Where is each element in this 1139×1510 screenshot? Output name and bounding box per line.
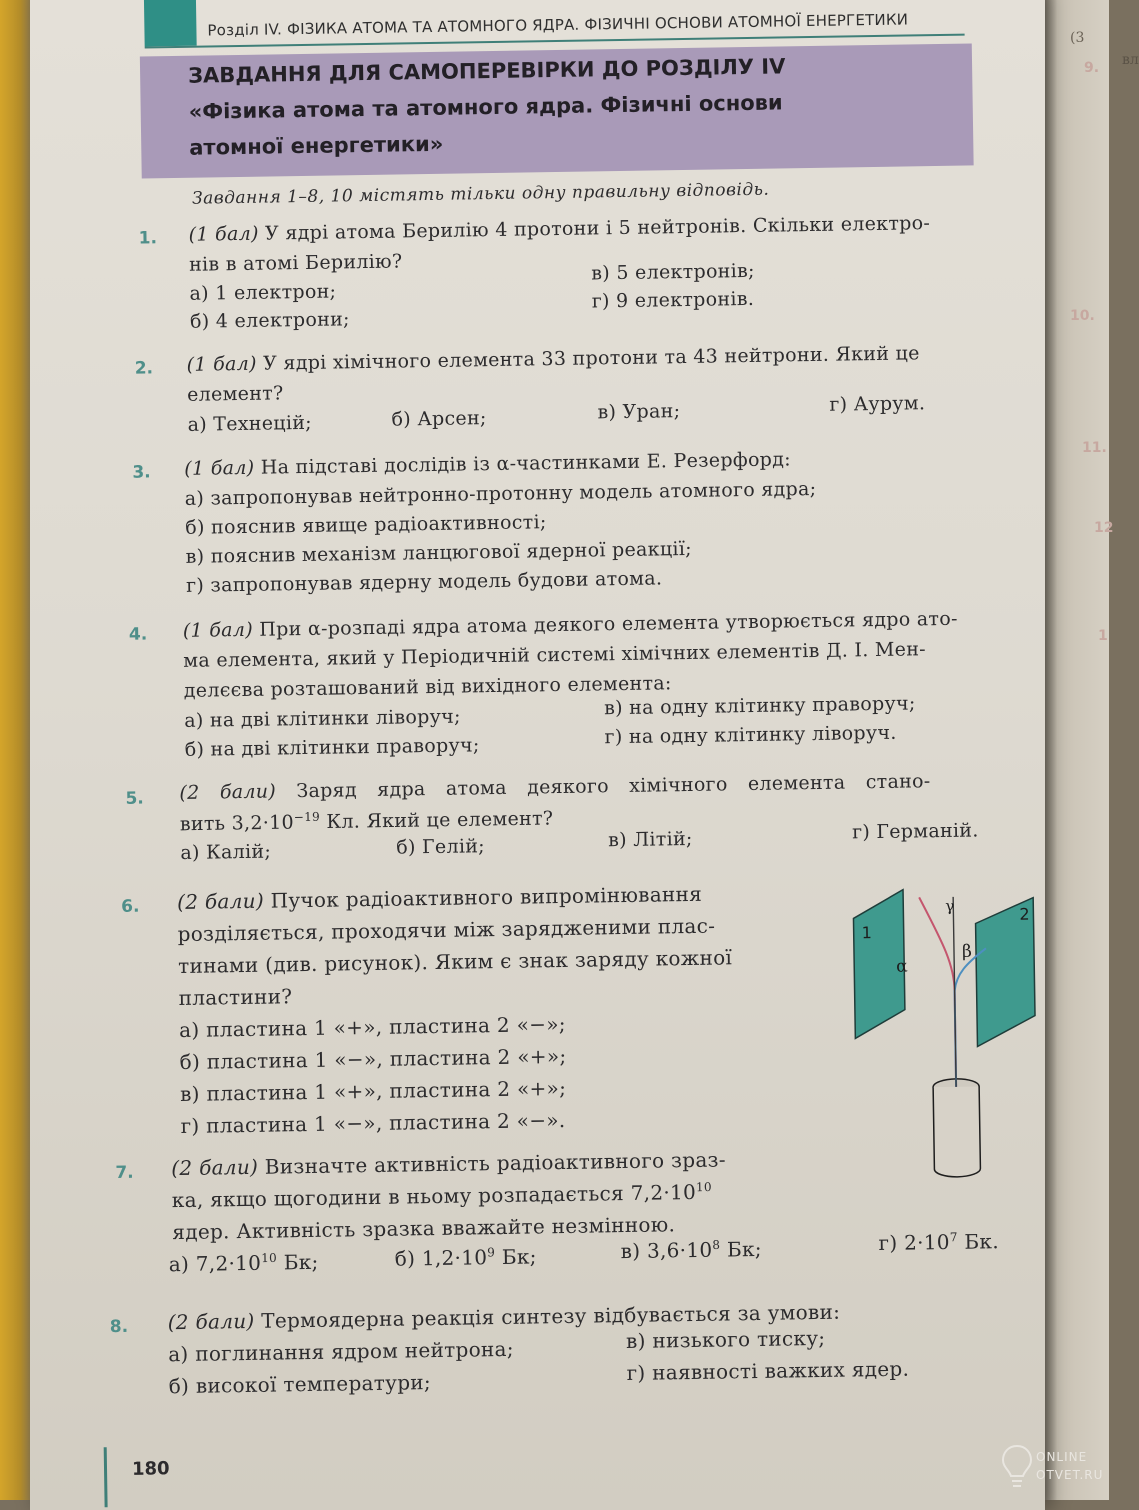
gamma-label: γ <box>945 896 955 915</box>
site-watermark <box>998 1440 1106 1496</box>
source-container <box>933 1086 980 1177</box>
points: (2 бали) <box>171 1154 259 1181</box>
banner-title: ЗАВДАННЯ ДЛЯ САМОПЕРЕВІРКИ ДО РОЗДІЛУ IV <box>187 54 786 88</box>
question-text <box>184 448 791 480</box>
question-text: тинами (див. рисунок). Яким є знак заряду кожної <box>177 945 733 979</box>
question-text-part: Пучок радіоактивного випромінювання <box>263 881 703 913</box>
question-text <box>171 1147 726 1180</box>
points: (1 бал) <box>188 222 259 246</box>
answer-option: в) на одну клітинку праворуч; <box>603 692 916 720</box>
question-text-part: У ядрі атома Берилію 4 протони і 5 нейтронів. Скільки електро- <box>258 212 931 245</box>
question-text <box>177 882 702 914</box>
question-text: нів в атомі Берилію? <box>188 250 403 276</box>
answer-option: г) 9 електронів. <box>591 287 755 313</box>
exponent: 7 <box>949 1230 958 1245</box>
answer-option: г) на одну клітинку ліворуч. <box>604 721 897 749</box>
question-text: ядер. Активність зразка вважайте незмінною. <box>172 1212 676 1245</box>
answer-option: в) 5 електронів; <box>591 259 755 285</box>
running-header: Розділ IV. ФІЗИКА АТОМА ТА АТОМНОГО ЯДРА. ФІЗИЧНІ ОСНОВИ АТОМНОЇ ЕНЕРГЕТИКИ <box>207 10 909 40</box>
alpha-ray <box>919 897 956 1088</box>
exponent: −19 <box>293 809 321 825</box>
question-number: 5. <box>125 788 144 809</box>
facing-page-mark: 10. <box>1070 308 1095 324</box>
answer-option <box>169 1250 319 1276</box>
answer-unit: Бк; <box>276 1249 319 1275</box>
radiation-deflection-figure <box>843 867 1048 1200</box>
answer-option: г) Аурум. <box>829 392 926 416</box>
question-text: делєєва розташований від вихідного елемента: <box>183 672 672 702</box>
answer-option: б) пластина 1 «−», пластина 2 «+»; <box>179 1043 567 1075</box>
question-number: 3. <box>132 462 151 483</box>
question-text-part: Термоядерна реакція синтезу відбувається за умови: <box>254 1299 841 1333</box>
answer-option: г) пластина 1 «−», пластина 2 «−». <box>180 1107 566 1139</box>
question-number: 2. <box>134 358 154 379</box>
points: (1 бал) <box>184 456 255 480</box>
gamma-ray <box>953 897 956 1087</box>
answer-option: а) 1 електрон; <box>189 280 337 305</box>
answer-unit: Бк; <box>720 1236 763 1262</box>
question-text <box>187 342 920 376</box>
question-text: розділяється, проходячи між зарядженими плас- <box>177 913 716 947</box>
lightbulb-icon <box>1000 1442 1034 1492</box>
exponent: 8 <box>712 1237 721 1253</box>
banner-subtitle: «Фізика атома та атомного ядра. Фізичні основи <box>188 90 783 124</box>
answer-option: б) високої температури; <box>168 1370 432 1399</box>
question-text <box>188 212 930 246</box>
answer-option: а) Калій; <box>180 840 272 864</box>
plate-1-label: 1 <box>861 923 873 943</box>
plate-2-label: 2 <box>1019 904 1030 924</box>
question-text: пластини? <box>178 984 293 1011</box>
exponent: 10 <box>261 1250 278 1266</box>
question-text-part: Визначте активність радіоактивного зраз- <box>257 1147 727 1179</box>
answer-option: б) на дві клітинки праворуч; <box>184 734 480 761</box>
answer-option: а) пластина 1 «+», пластина 2 «−»; <box>178 1011 566 1043</box>
answer-option <box>620 1237 762 1263</box>
question-text <box>172 1180 712 1212</box>
points: (1 бал) <box>182 618 254 642</box>
answer-option: а) на дві клітинки ліворуч; <box>184 705 461 732</box>
question-number: 7. <box>115 1162 134 1184</box>
charge-value: вить 3,2·10 <box>179 811 295 836</box>
answer-option: б) Гелій; <box>396 835 486 859</box>
answer-option: в) Літій; <box>608 827 693 852</box>
beta-label: β <box>961 941 972 962</box>
facing-page-mark: (3 <box>1070 30 1085 46</box>
exponent: 10 <box>695 1180 712 1195</box>
answer-value: б) 1,2·10 <box>394 1245 488 1271</box>
question-text: елемент? <box>186 382 284 406</box>
question-number: 8. <box>109 1316 129 1338</box>
question-text <box>179 770 930 804</box>
points: (2 бали) <box>167 1308 255 1335</box>
page-number: 180 <box>131 1458 170 1480</box>
answer-unit: Бк; <box>495 1244 537 1270</box>
banner-subtitle-end: атомної енергетики» <box>189 131 444 160</box>
question-text <box>183 608 958 642</box>
instructions: Завдання 1–8, 10 містять тільки одну правильну відповідь. <box>191 179 770 209</box>
answer-option: г) запропонував ядерну модель будови атома. <box>185 567 663 597</box>
answer-option: а) Технецій; <box>187 411 313 436</box>
answer-option: а) запропонував нейтронно-протонну модель атомного ядра; <box>184 477 817 510</box>
exponent: 9 <box>487 1245 496 1260</box>
page-number-rule <box>104 1447 108 1507</box>
answer-option: в) низького тиску; <box>625 1325 826 1354</box>
answer-value: а) 7,2·10 <box>168 1250 262 1277</box>
answer-option: в) пояснив механізм ланцюгової ядерної реакції; <box>185 537 693 568</box>
points: (2 бали) <box>179 780 277 804</box>
question-text-part: На підставі дослідів із α-частинками Е. Резерфорд: <box>254 448 792 479</box>
answer-option: в) Уран; <box>597 400 681 424</box>
answer-option: а) поглинання ядром нейтрона; <box>168 1336 515 1367</box>
facing-page-mark: вл <box>1122 52 1139 68</box>
answer-option: в) пластина 1 «+», пластина 2 «+»; <box>179 1075 567 1107</box>
question-text-part: ка, якщо щогодини в ньому розпадається 7,2·10 <box>171 1179 697 1213</box>
question-text-part: У ядрі хімічного елемента 33 протони та 43 нейтрони. Який це <box>256 342 920 375</box>
facing-page-mark: 1 <box>1098 628 1108 644</box>
answer-option: б) 4 електрони; <box>189 308 350 333</box>
answer-value: г) 2·10 <box>878 1229 951 1256</box>
question-number: 4. <box>128 624 148 645</box>
points: (2 бали) <box>176 888 265 915</box>
question-number: 1. <box>138 228 158 249</box>
alpha-label: α <box>896 956 908 977</box>
facing-page-mark: 11. <box>1082 440 1107 456</box>
facing-page-mark: 9. <box>1084 60 1100 76</box>
answer-value: в) 3,6·10 <box>620 1237 713 1264</box>
question-text: ма елемента, який у Періодичній системі хімічних елементів Д. І. Мен- <box>183 638 927 672</box>
facing-page-mark: 12 <box>1094 520 1114 536</box>
answer-option: г) наявності важких ядер. <box>626 1356 910 1386</box>
answer-option: б) пояснив явище радіоактивності; <box>185 511 547 539</box>
watermark-line-1: ONLINE <box>1036 1450 1088 1464</box>
answer-option <box>878 1229 999 1255</box>
watermark-line-2: OTVET.RU <box>1036 1468 1104 1482</box>
question-text-part: При α-розпаді ядра атома деякого елемента утворюється ядро ато- <box>252 607 958 641</box>
question-number: 6. <box>121 896 140 917</box>
points: (1 бал) <box>186 352 257 376</box>
question-text <box>180 806 554 835</box>
answer-option <box>395 1244 537 1270</box>
answer-option: б) Арсен; <box>391 407 487 431</box>
answer-option: г) Германій. <box>851 819 979 844</box>
question-text-part: Заряд ядра атома деякого хімічного елемента стано- <box>275 770 931 803</box>
answer-unit: Бк. <box>957 1229 1000 1254</box>
question-text-part: Кл. Який це елемент? <box>319 807 554 834</box>
